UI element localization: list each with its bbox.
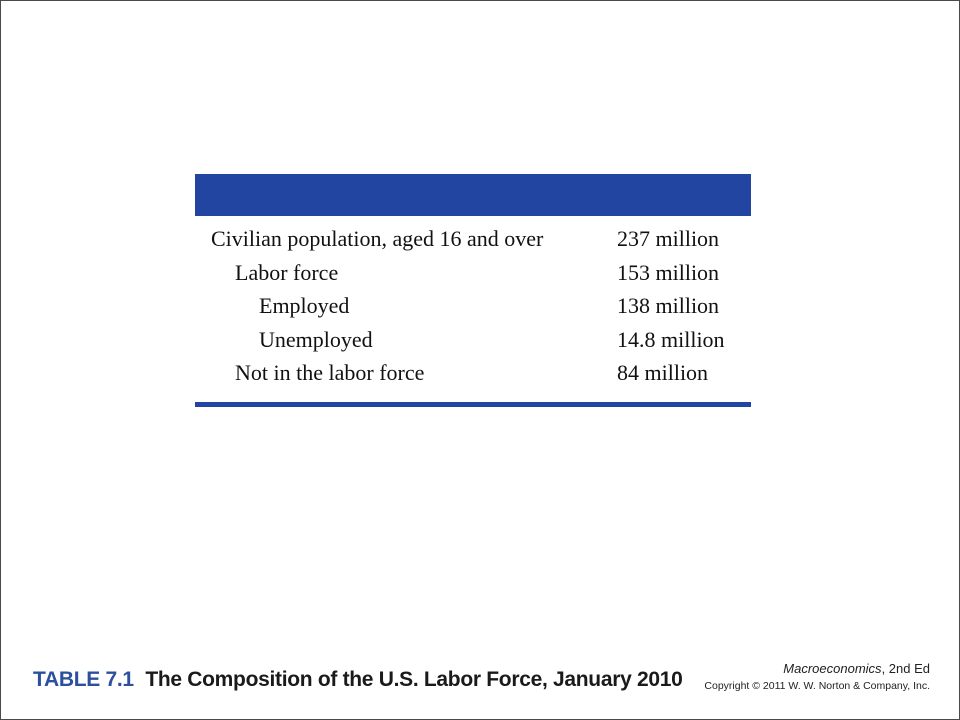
table-caption [33, 668, 683, 692]
copyright-notice: Copyright © 2011 W. W. Norton & Company, Inc. [704, 680, 930, 692]
row-label: Labor force [235, 259, 339, 285]
book-info [704, 660, 930, 694]
table-row [195, 323, 751, 357]
row-value: 138 million [617, 293, 720, 318]
table-row [195, 356, 751, 390]
row-label: Not in the labor force [235, 360, 425, 385]
book-title-text: Macroeconomics [783, 661, 882, 676]
table-row [195, 256, 751, 290]
book-title [704, 660, 930, 678]
caption-title: The Composition of the U.S. Labor Force, January 2010 [145, 668, 683, 691]
row-label: Civilian population, aged 16 and over [211, 226, 544, 251]
row-value: 84 million [617, 360, 709, 385]
row-value: 14.8 million [617, 326, 725, 352]
table-bottom-rule [195, 402, 751, 407]
book-edition: , 2nd Ed [881, 661, 930, 676]
table-row [195, 222, 751, 256]
table-header-bar [195, 174, 751, 216]
table-row [195, 289, 751, 323]
row-value: 153 million [617, 259, 720, 285]
row-value: 237 million [617, 226, 720, 251]
labor-force-table [195, 222, 751, 390]
row-label: Unemployed [259, 326, 373, 352]
row-label: Employed [259, 293, 350, 318]
caption-number: TABLE 7.1 [33, 668, 134, 691]
